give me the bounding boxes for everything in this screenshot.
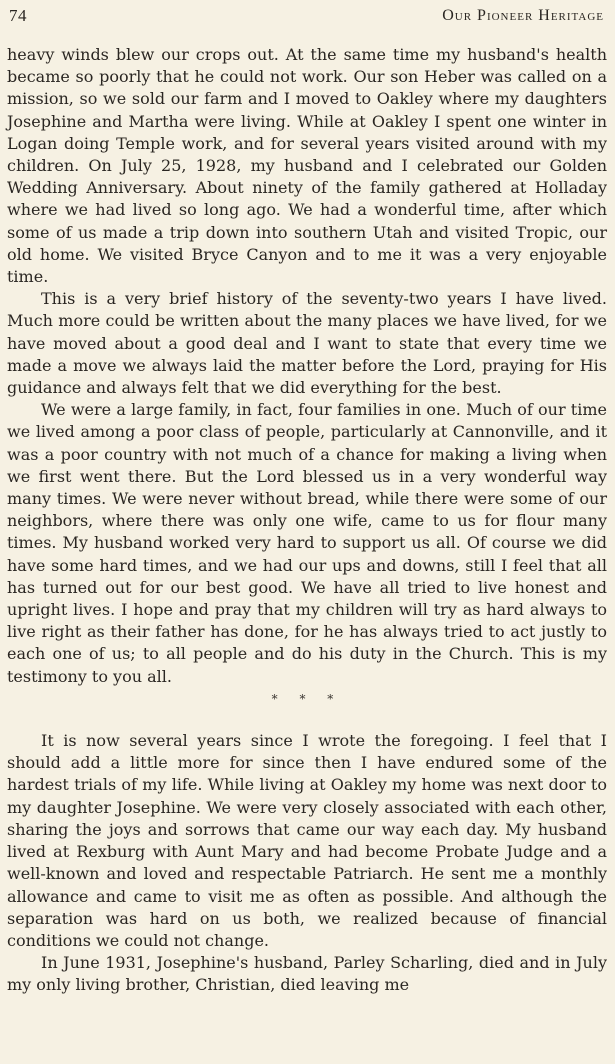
- paragraph: It is now several years since I wrote the foregoing. I feel that I should add a little more for since then I have endured some of the hardest trials of my life. While living at Oakley my home was next door to my daughter Josephine. We were very closely associated with each other, sharing the joys and sorrows that came our way each day. My husband lived at Rexburg with Aunt Mary and had become Probate Judge and a well-known and loved and respectable Patriarch. He sent me a monthly allowance and came to visit me as often as possible. And although the separation was hard on us both, we realized because of financial conditions we could not change.: [7, 731, 607, 950]
- running-header: [7, 0, 607, 44]
- paragraph-last: In June 1931, Josephine's husband, Parley Scharling, died and in July my only living brother, Christian, died leaving me: [7, 953, 607, 995]
- page-number: 74: [9, 6, 27, 25]
- paragraph: We were a large family, in fact, four families in one. Much of our time we lived among a poor class of people, particularly at Cannonville, and it was a poor country with not much of a chance for making a living when we first went there. But the Lord blessed us in a very wonderful way many times. We were never without bread, while there were some of our neighbors, where there was only one wife, came to us for flour many times. My husband worked very hard to support us all. Of course we did have some hard times, and we had our ups and downs, still I feel that all has turned out for our best good. We have all tried to live honest and upright lives. I hope and pray that my children will try as hard always to live right as their father has done, for he has always tried to act justly to each one of us; to all people and do his duty in the Church. This is my testimony to you all.: [7, 400, 607, 686]
- running-title: Our Pioneer Heritage: [442, 7, 604, 24]
- section-break-ornament: * * *: [271, 691, 343, 706]
- paragraph-continued: heavy winds blew our crops out. At the same time my husband's health became so poorly that he could not work. Our son Heber was called on a mission, so we sold our farm and I moved to Oakley where my daughters Josephine and Martha were living. While at Oakley I spent one winter in Logan doing Temple work, and for several years visited around with my children. On July 25, 1928, my husband and I celebrated our Golden Wedding Anniversary. About ninety of the family gathered at Holladay where we had lived so long ago. We had a wonderful time, after which some of us made a trip down into southern Utah and visited Tropic, our old home. We visited Bryce Canyon and to me it was a very enjoyable time.: [7, 45, 607, 287]
- paragraph: This is a very brief history of the seventy-two years I have lived. Much more could be written about the many places we have lived, for we have moved about a good deal and I want to state that every time we made a move we always laid the matter before the Lord, praying for His guidance and always felt that we did everything for the best.: [7, 289, 607, 398]
- body-text: [7, 44, 607, 997]
